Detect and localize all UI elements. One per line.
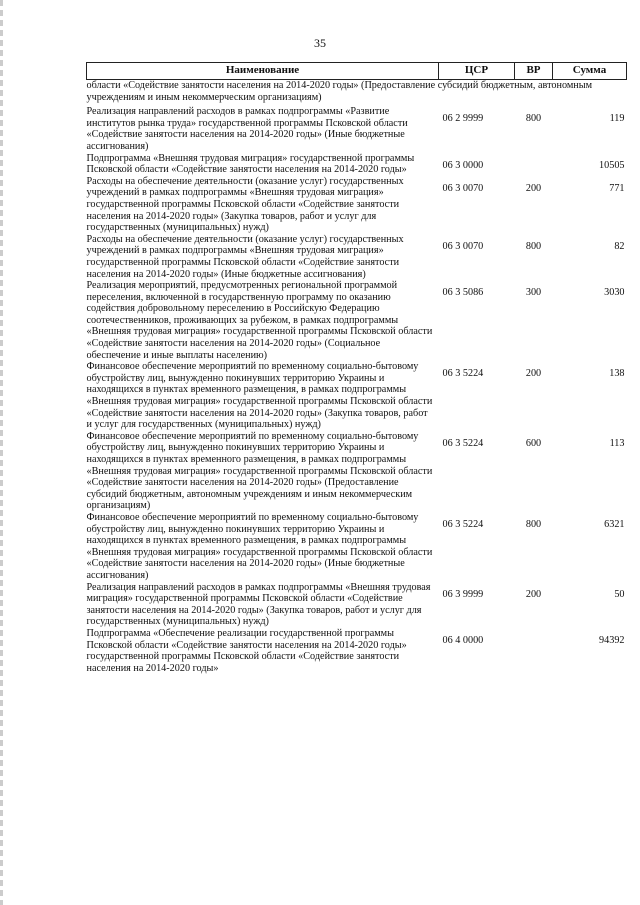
row-csr: 06 2 9999 [442, 113, 484, 125]
row-vr: 600 [525, 437, 542, 449]
table-row [87, 361, 627, 431]
header-sum: Сумма [553, 63, 627, 80]
continuation-row [87, 80, 627, 107]
row-vr: 800 [525, 518, 542, 530]
table-row [87, 431, 627, 512]
row-sum: 119 [609, 113, 625, 125]
row-vr [515, 153, 553, 176]
page-number: 35 [314, 36, 326, 50]
row-vr: 300 [525, 287, 542, 299]
table-row [87, 512, 627, 582]
row-name: Подпрограмма «Внешняя трудовая миграция» государственной программы Псковской области «Содействие занятости населения на 2014-2020 годы» [86, 152, 415, 176]
row-csr: 06 3 5224 [442, 518, 484, 530]
table-row [87, 628, 627, 674]
header-vr: ВР [515, 63, 553, 80]
row-csr: 06 3 9999 [442, 588, 484, 600]
table-row [87, 153, 627, 176]
row-sum: 3030 [604, 287, 625, 299]
row-name: Расходы на обеспечение деятельности (оказание услуг) государственных учреждений в рамках подпрограммы «Внешняя трудовая миграция» государственной программы Псковской области «Содействие занятости населения на 2014-2020 годы» (Закупка товаров, работ и услуг для государственных (муниципальных) нужд) [86, 175, 404, 234]
header-name: Наименование [87, 63, 439, 80]
row-vr: 200 [525, 368, 542, 380]
row-sum: 138 [609, 368, 625, 380]
row-name: Финансовое обеспечение мероприятий по временному социально-бытовому обустройству лиц, вынужденно покинувших территорию Украины и находящихся в пунктах временного размещения, в рамках подпрограммы «Внешняя трудовая миграция» государственной программы Псковской области «Содействие занятости населения на 2014-2020 годы» (Предоставление субсидий бюджетным, автономным учреждениям и иным некоммерческим организациям) [86, 430, 433, 512]
row-sum: 94392 [599, 634, 625, 646]
row-vr [515, 628, 553, 674]
table-row [87, 176, 627, 234]
row-name: Финансовое обеспечение мероприятий по временному социально-бытовому обустройству лиц, вынужденно покинувших территорию Украины и находящихся в пунктах временного размещения, в рамках подпрограммы «Внешняя трудовая миграция» государственной программы Псковской области «Содействие занятости населения на 2014-2020 годы» (Иные бюджетные ассигнования) [86, 511, 433, 581]
row-csr: 06 3 0070 [442, 240, 484, 252]
row-vr: 200 [525, 182, 542, 194]
row-vr: 200 [525, 588, 542, 600]
row-name: Реализация направлений расходов в рамках подпрограммы «Развитие институтов рынка труда» государственной программы Псковской области «Содействие занятости населения на 2014-2020 годы» (Иные бюджетные ассигнования) [86, 106, 408, 152]
row-vr: 800 [525, 113, 542, 125]
row-sum: 10505 [599, 159, 625, 171]
row-name: Финансовое обеспечение мероприятий по временному социально-бытовому обустройству лиц, вынужденно покинувших территорию Украины и находящихся в пунктах временного размещения, в рамках подпрограммы «Внешняя трудовая миграция» государственной программы Псковской области «Содействие занятости населения на 2014-2020 годы» (Закупка товаров, работ и услуг для государственных (муниципальных) нужд) [86, 361, 433, 431]
row-name: Подпрограмма «Обеспечение реализации государственной программы Псковской области «Содействие занятости населения на 2014-2020 годы» государственной программы Псковской области «Содействие занятости населения на 2014-2020 годы» [86, 627, 407, 674]
continuation-text: области «Содействие занятости населения на 2014-2020 годы» (Предоставление субсидий бюджетным, автономным учреждениям и иным некоммерческим организациям) [86, 80, 593, 103]
table-header-row [87, 63, 627, 80]
row-csr: 06 3 0000 [442, 159, 484, 171]
row-name: Реализация мероприятий, предусмотренных региональной программой переселения, включенной в государственную программу по оказанию содействия добровольному переселению в Российскую Федерацию соотечественников, проживающих за рубежом, в рамках подпрограммы «Внешняя трудовая миграция» государственной программы Псковской области «Содействие занятости населения на 2014-2020 годы» (Социальное обеспечение и иные выплаты населению) [86, 280, 433, 361]
row-sum: 113 [609, 437, 625, 449]
row-name: Реализация направлений расходов в рамках подпрограммы «Внешняя трудовая миграция» государственной программы Псковской области «Содействие занятости населения на 2014-2020 годы» (Закупка товаров, работ и услуг для государственных (муниципальных) нужд) [86, 581, 431, 628]
row-sum: 50 [614, 588, 625, 600]
row-sum: 6321 [604, 518, 625, 530]
row-csr: 06 3 5224 [442, 368, 484, 380]
row-csr: 06 3 0070 [442, 182, 484, 194]
row-name: Расходы на обеспечение деятельности (оказание услуг) государственных учреждений в рамках подпрограммы «Внешняя трудовая миграция» государственной программы Псковской области «Содействие занятости населения на 2014-2020 годы» (Иные бюджетные ассигнования) [86, 233, 404, 280]
table-row [87, 582, 627, 628]
row-sum: 82 [614, 240, 625, 252]
budget-table [86, 62, 627, 674]
row-csr: 06 3 5086 [442, 287, 484, 299]
header-csr: ЦСР [439, 63, 515, 80]
table-row [87, 106, 627, 152]
row-csr: 06 4 0000 [442, 634, 484, 646]
row-sum: 771 [609, 182, 625, 194]
table-row [87, 234, 627, 280]
scan-edge-marks [0, 0, 3, 905]
row-csr: 06 3 5224 [442, 437, 484, 449]
row-vr: 800 [525, 240, 542, 252]
table-row [87, 280, 627, 361]
